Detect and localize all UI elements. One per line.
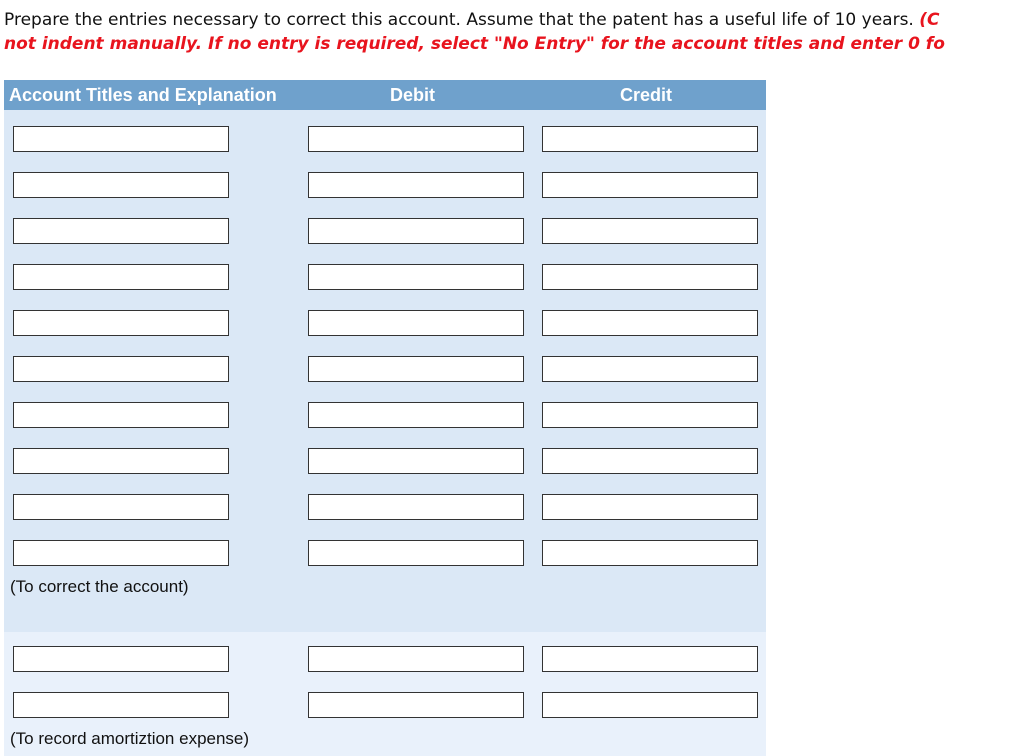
debit-input[interactable]	[308, 356, 524, 382]
account-title-input[interactable]	[13, 356, 229, 382]
credit-input[interactable]	[542, 494, 758, 520]
debit-input[interactable]	[308, 646, 524, 672]
debit-input[interactable]	[308, 126, 524, 152]
credit-input[interactable]	[542, 218, 758, 244]
instructions	[4, 8, 1024, 56]
account-title-input[interactable]	[13, 218, 229, 244]
debit-input[interactable]	[308, 540, 524, 566]
credit-input[interactable]	[542, 448, 758, 474]
credit-input[interactable]	[542, 646, 758, 672]
account-title-input[interactable]	[13, 402, 229, 428]
entry-explanation: (To record amortiztion expense)	[10, 729, 250, 748]
credit-input[interactable]	[542, 310, 758, 336]
entry-section-amortization	[4, 632, 766, 756]
instructions-line-2: not indent manually. If no entry is required, select "No Entry" for the account titles and enter 0 fo	[4, 34, 945, 54]
header-debit: Debit	[390, 85, 435, 105]
account-title-input[interactable]	[13, 494, 229, 520]
entry-section-correct-account	[4, 110, 766, 632]
account-title-input[interactable]	[13, 126, 229, 152]
account-title-input[interactable]	[13, 540, 229, 566]
account-title-input[interactable]	[13, 264, 229, 290]
credit-input[interactable]	[542, 402, 758, 428]
account-title-input[interactable]	[13, 172, 229, 198]
credit-input[interactable]	[542, 356, 758, 382]
credit-input[interactable]	[542, 264, 758, 290]
header-credit: Credit	[620, 85, 673, 105]
table-header	[4, 80, 766, 110]
instructions-line-1: Prepare the entries necessary to correct this account. Assume that the patent has a useful life of 10 years. (C	[4, 10, 940, 30]
credit-input[interactable]	[542, 172, 758, 198]
entry-explanation: (To correct the account)	[10, 577, 189, 596]
debit-input[interactable]	[308, 692, 524, 718]
debit-input[interactable]	[308, 494, 524, 520]
credit-input[interactable]	[542, 126, 758, 152]
debit-input[interactable]	[308, 172, 524, 198]
account-title-input[interactable]	[13, 310, 229, 336]
debit-input[interactable]	[308, 310, 524, 336]
journal-entry-table	[4, 80, 766, 756]
debit-input[interactable]	[308, 264, 524, 290]
debit-input[interactable]	[308, 448, 524, 474]
credit-input[interactable]	[542, 692, 758, 718]
debit-input[interactable]	[308, 402, 524, 428]
account-title-input[interactable]	[13, 448, 229, 474]
account-title-input[interactable]	[13, 692, 229, 718]
header-account-titles: Account Titles and Explanation	[9, 85, 277, 105]
debit-input[interactable]	[308, 218, 524, 244]
credit-input[interactable]	[542, 540, 758, 566]
account-title-input[interactable]	[13, 646, 229, 672]
